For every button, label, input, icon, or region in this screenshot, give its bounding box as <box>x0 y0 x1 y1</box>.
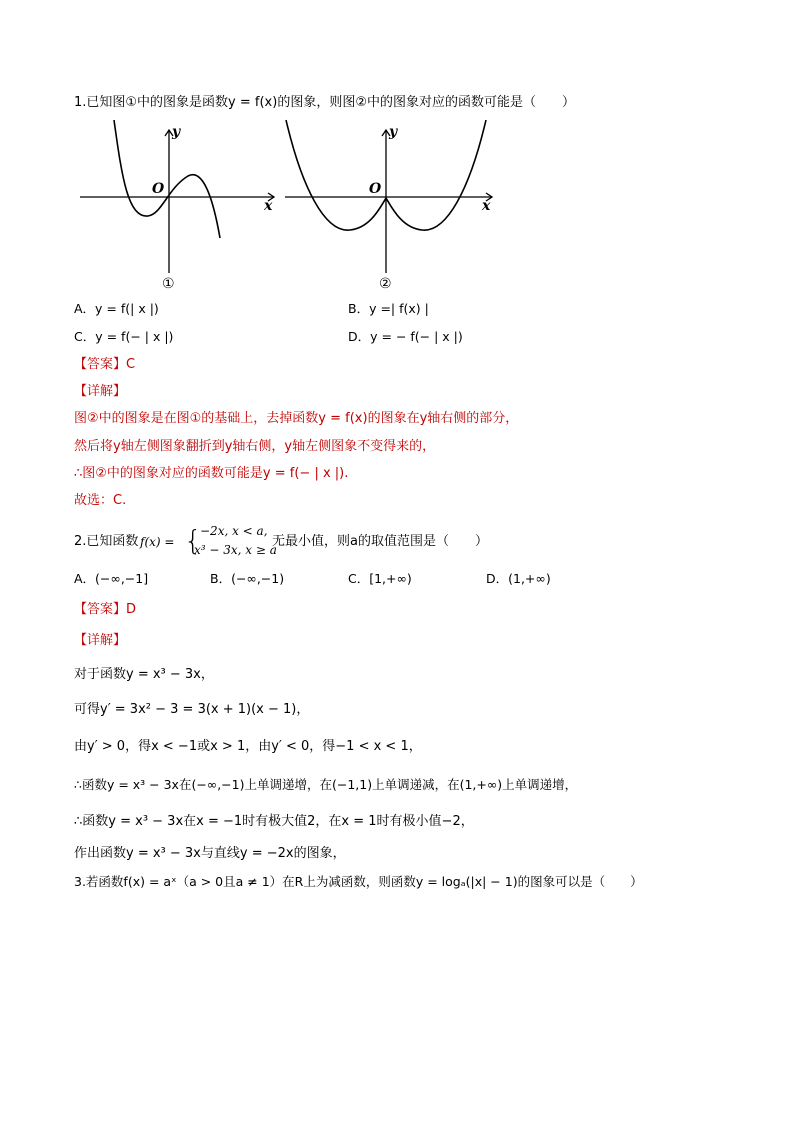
q2-piece-2: x³ − 3x, x ≥ a <box>194 543 277 557</box>
q2-explain-line-5: ∴函数y = x³ − 3x在x = −1时有极大值2，在x = 1时有极小值−2， <box>74 814 474 829</box>
q1-option-a: A．y = f(| x |) <box>74 301 159 316</box>
q2-stem-pre: 2.已知函数 <box>74 534 139 549</box>
q2-function-name: f(x) = <box>140 535 175 549</box>
graph2-label: ② <box>379 276 392 292</box>
q2-explain-line-4: ∴函数y = x³ − 3x在(−∞,−1)上单调递增，在(−1,1)上单调递减，在(1,+∞)上单调递增， <box>74 777 578 792</box>
q2-explain-title: 【详解】 <box>74 633 127 648</box>
q2-explain-line-1: 对于函数y = x³ − 3x， <box>74 667 214 682</box>
q2-explain-line-2: 可得y′ = 3x² − 3 = 3(x + 1)(x − 1)， <box>74 702 310 717</box>
graph1-label: ① <box>162 276 175 292</box>
q2-stem-post: 无最小值，则a的取值范围是（ ） <box>272 534 488 549</box>
q1-explain-title: 【详解】 <box>74 384 127 399</box>
q2-option-d: D．(1,+∞) <box>486 571 551 586</box>
q1-explain-line-4: 故选：C. <box>74 493 127 508</box>
q1-stem: 1.已知图①中的图象是函数y = f(x)的图象，则图②中的图象对应的函数可能是（ ） <box>74 95 575 110</box>
q1-explain-line-3: ∴图②中的图象对应的函数可能是y = f(− | x |). <box>74 466 349 481</box>
q2-explain-line-3: 由y′ > 0，得x < −1或x > 1，由y′ < 0，得−1 < x < 1， <box>74 739 422 754</box>
graph1-y-label: y <box>172 124 181 140</box>
q1-option-c: C．y = f(− | x |) <box>74 329 174 344</box>
q2-option-c: C．[1,+∞) <box>348 571 412 586</box>
graph2-y-label: y <box>389 124 398 140</box>
graph2-origin: O <box>369 181 382 197</box>
q2-piece-1: −2x, x < a, <box>200 524 268 538</box>
q2-brace: { <box>184 524 202 557</box>
q2-option-a: A．(−∞,−1] <box>74 571 149 586</box>
q2-option-b: B．(−∞,−1) <box>210 571 285 586</box>
q1-explain-line-1: 图②中的图象是在图①的基础上，去掉函数y = f(x)的图象在y轴右侧的部分， <box>74 411 519 426</box>
q1-option-b: B．y =| f(x) | <box>348 301 429 316</box>
graph-1 <box>78 118 288 293</box>
q2-answer: 【答案】D <box>74 602 137 617</box>
q3-stem: 3.若函数f(x) = aˣ（a > 0且a ≠ 1）在R上为减函数，则函数y = logₐ(|x| − 1)的图象可以是（ ） <box>74 874 643 889</box>
graph2-x-label: x <box>482 198 491 214</box>
q1-answer: 【答案】C <box>74 357 136 372</box>
q1-option-d: D．y = − f(− | x |) <box>348 329 463 344</box>
graph-2 <box>280 118 500 293</box>
graph1-x-label: x <box>264 198 273 214</box>
graph1-origin: O <box>152 181 165 197</box>
q1-explain-line-2: 然后将y轴左侧图象翻折到y轴右侧，y轴左侧图象不变得来的， <box>74 439 436 454</box>
q2-explain-line-6: 作出函数y = x³ − 3x与直线y = −2x的图象， <box>74 846 346 861</box>
